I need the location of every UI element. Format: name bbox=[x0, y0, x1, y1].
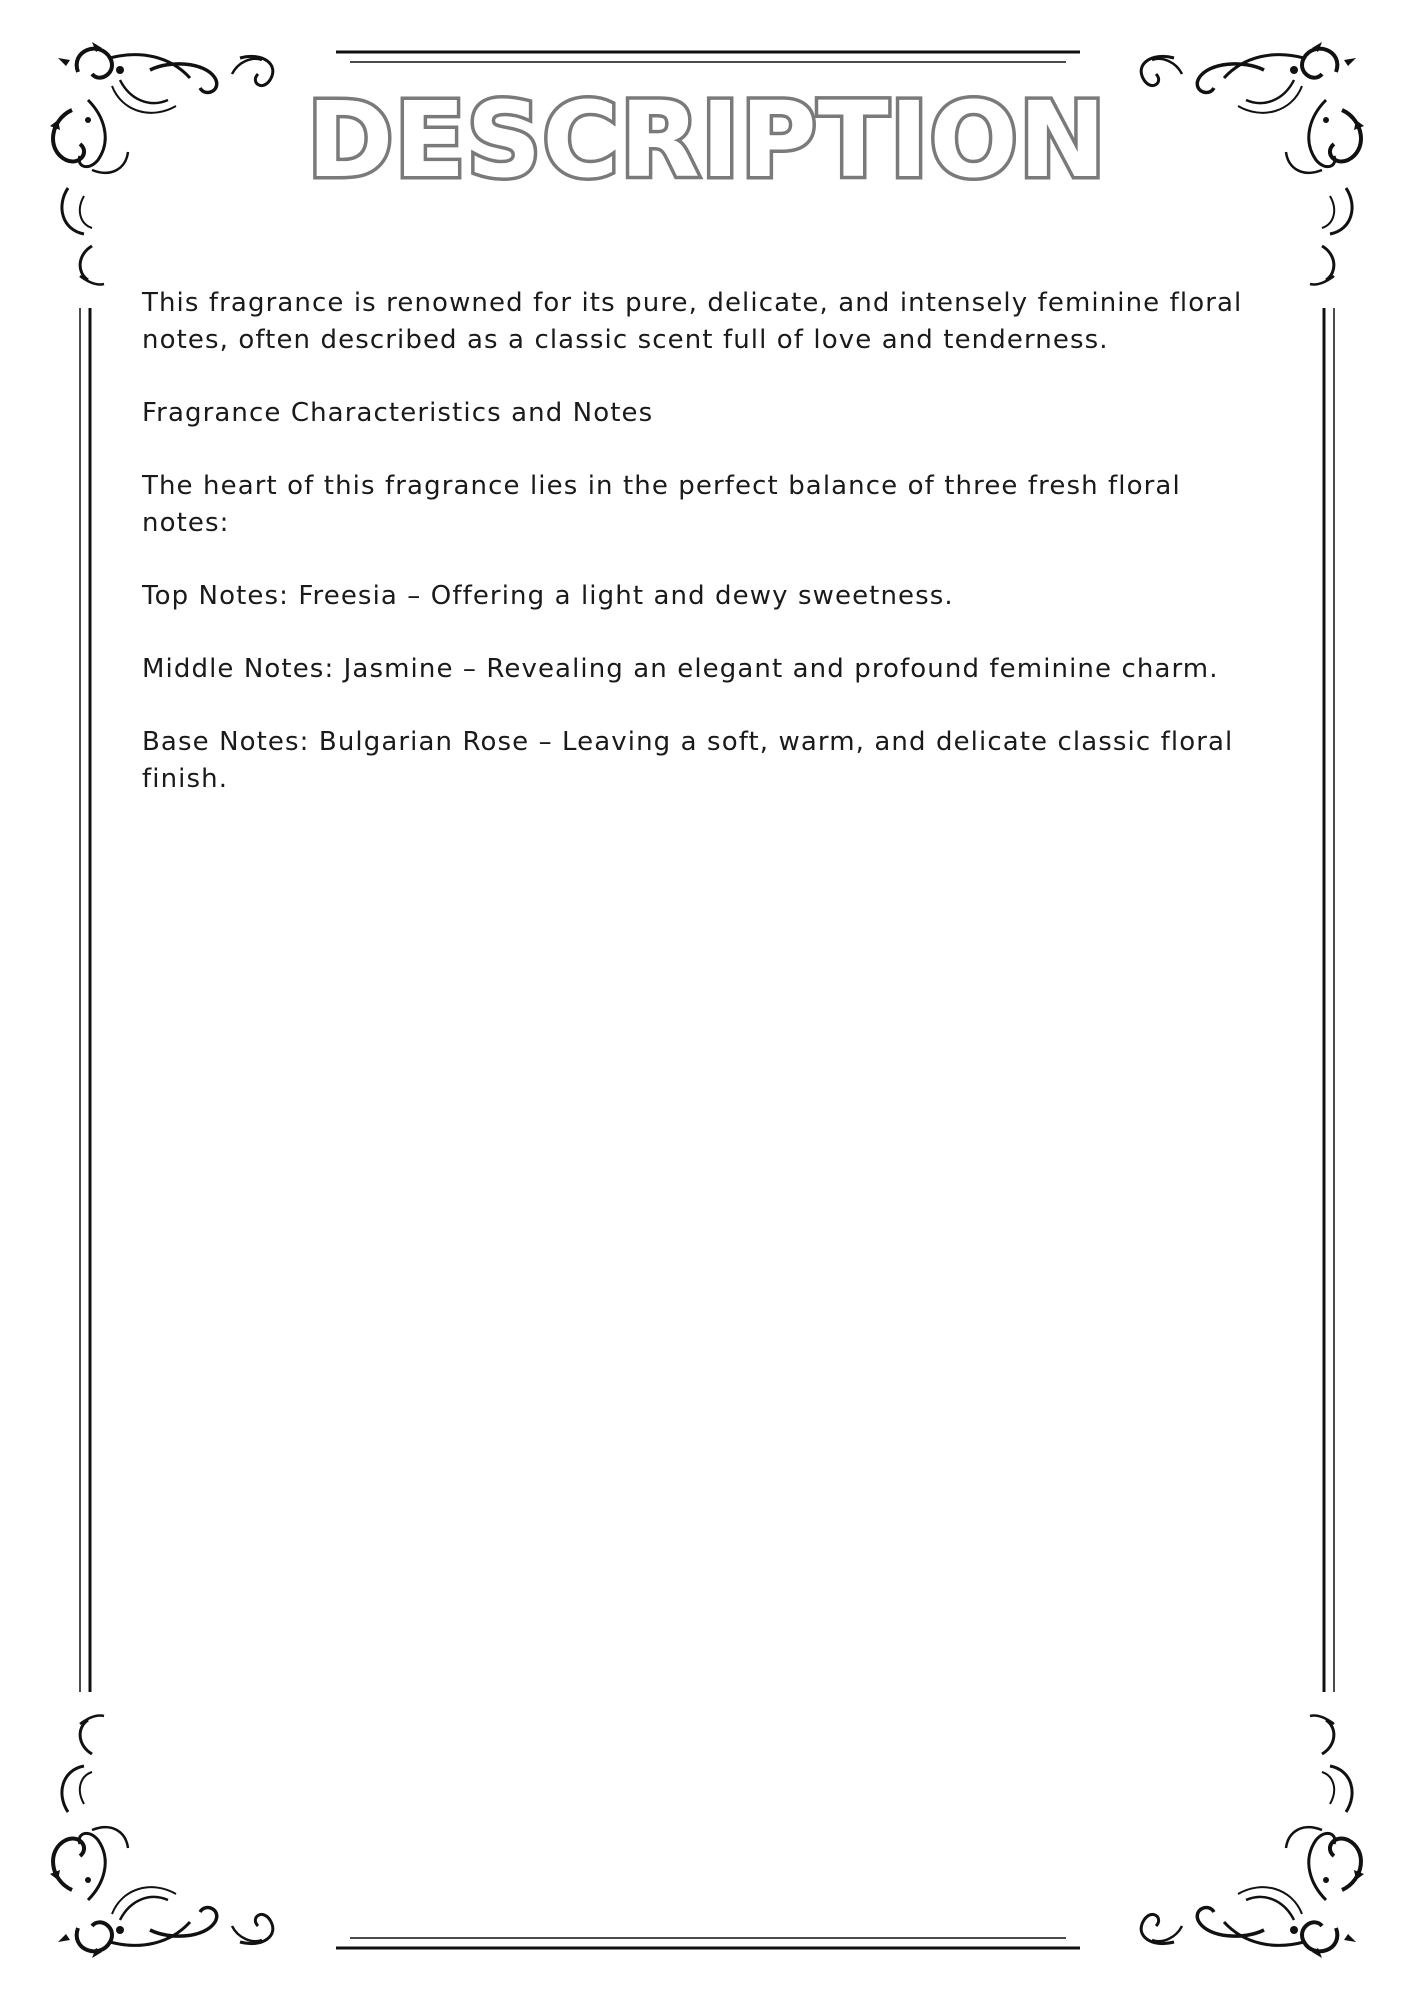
section-heading: Fragrance Characteristics and Notes bbox=[142, 398, 654, 428]
description-body bbox=[142, 285, 1262, 834]
page-title: DESCRIPTION bbox=[307, 79, 1107, 201]
notes-intro-paragraph: The heart of this fragrance lies in the perfect balance of three fresh floral notes: bbox=[142, 471, 1181, 538]
middle-notes-paragraph: Middle Notes: Jasmine – Revealing an elegant and profound feminine charm. bbox=[142, 654, 1219, 684]
intro-paragraph: This fragrance is renowned for its pure, delicate, and intensely feminine floral notes, often described as a classic scent full of love and tenderness. bbox=[142, 288, 1243, 355]
top-notes-paragraph: Top Notes: Freesia – Offering a light and dewy sweetness. bbox=[142, 581, 954, 611]
base-notes-paragraph: Base Notes: Bulgarian Rose – Leaving a soft, warm, and delicate classic floral finish. bbox=[142, 727, 1234, 794]
